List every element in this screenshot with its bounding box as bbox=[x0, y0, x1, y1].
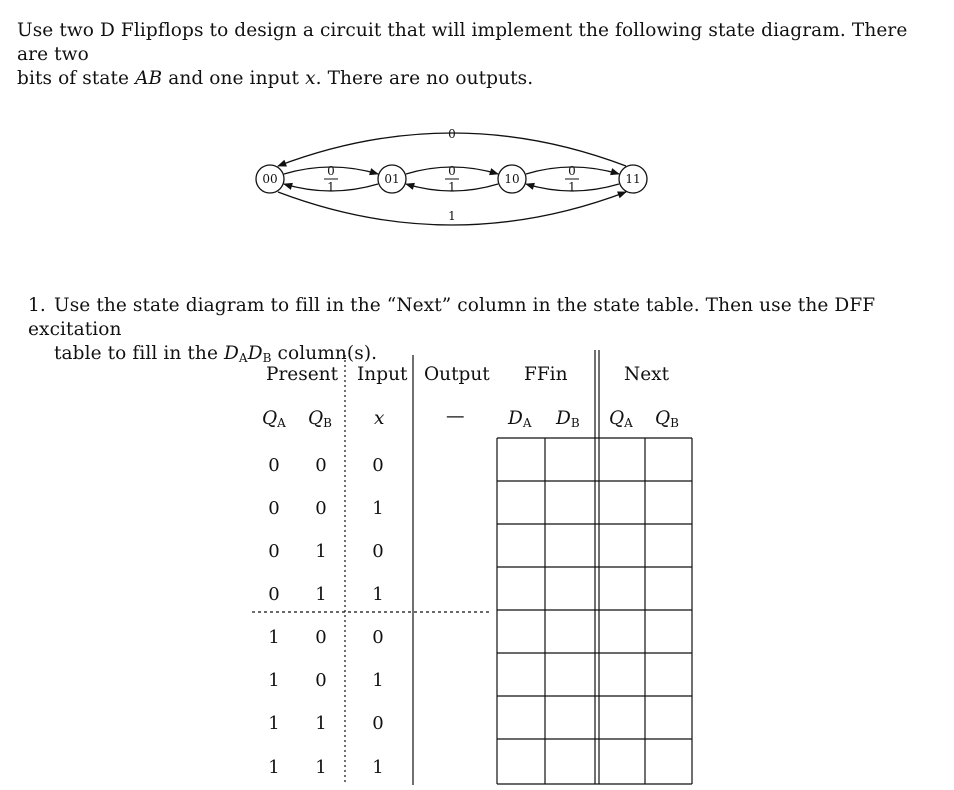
subheader-db: $D_B$ bbox=[556, 408, 580, 430]
header-output: Output bbox=[424, 364, 490, 385]
row-4-qb: 1 bbox=[315, 584, 327, 605]
label-top-arc: 0 bbox=[448, 127, 456, 141]
row-2-qa: 0 bbox=[268, 498, 280, 519]
row-4-qa: 0 bbox=[268, 584, 280, 605]
label-01-10-lower: 1 bbox=[448, 180, 456, 194]
row-3-x: 0 bbox=[372, 541, 384, 562]
row-7-x: 0 bbox=[372, 713, 384, 734]
row-1-qb: 0 bbox=[315, 455, 327, 476]
header-next: Next bbox=[624, 364, 670, 385]
row-4-x: 1 bbox=[372, 584, 384, 605]
question-line-1: 1. Use the state diagram to fill in the “Next” column in the state table. Then use the DFF excitation bbox=[28, 295, 876, 340]
row-7-qa: 1 bbox=[268, 713, 280, 734]
state-10-label: 10 bbox=[504, 172, 520, 186]
label-00-01-lower: 1 bbox=[327, 180, 335, 194]
row-6-x: 1 bbox=[372, 670, 384, 691]
row-6-qb: 0 bbox=[315, 670, 327, 691]
row-6-qa: 1 bbox=[268, 670, 280, 691]
cell-next-qa-row-1[interactable] bbox=[600, 439, 644, 480]
header-input: Input bbox=[357, 364, 408, 385]
label-bottom-arc: 1 bbox=[448, 209, 456, 223]
cell-next-qb-row-1[interactable] bbox=[646, 439, 691, 480]
state-11-label: 11 bbox=[625, 172, 641, 186]
row-3-qb: 1 bbox=[315, 541, 327, 562]
row-5-x: 0 bbox=[372, 627, 384, 648]
question-line-2: table to fill in the $D_AD_B$ column(s). bbox=[54, 343, 378, 365]
row-7-qb: 1 bbox=[315, 713, 327, 734]
intro-line-1: Use two D Flipflops to design a circuit that will implement the following state diagram. There are two bbox=[17, 20, 908, 65]
row-5-qb: 0 bbox=[315, 627, 327, 648]
row-8-qa: 1 bbox=[268, 757, 280, 778]
row-8-x: 1 bbox=[372, 757, 384, 778]
cell-db-row-1[interactable] bbox=[546, 439, 594, 480]
subheader-next-qa: $Q_A$ bbox=[609, 408, 633, 430]
cell-da-row-1[interactable] bbox=[498, 439, 544, 480]
state-01-label: 01 bbox=[384, 172, 400, 186]
label-01-10-upper: 0 bbox=[448, 164, 456, 178]
label-10-11-upper: 0 bbox=[568, 164, 576, 178]
row-1-x: 0 bbox=[372, 455, 384, 476]
label-00-01-upper: 0 bbox=[327, 164, 335, 178]
header-present: Present bbox=[266, 364, 339, 385]
state-00-label: 00 bbox=[262, 172, 278, 186]
row-2-qb: 0 bbox=[315, 498, 327, 519]
row-5-qa: 1 bbox=[268, 627, 280, 648]
intro-line-2: bits of state AB and one input x. There are no outputs. bbox=[17, 68, 534, 89]
subheader-output-dash: — bbox=[446, 406, 465, 427]
subheader-x: x bbox=[374, 408, 385, 429]
row-2-x: 1 bbox=[372, 498, 384, 519]
row-8-qb: 1 bbox=[315, 757, 327, 778]
subheader-da: $D_A$ bbox=[508, 408, 532, 430]
row-3-qa: 0 bbox=[268, 541, 280, 562]
row-1-qa: 0 bbox=[268, 455, 280, 476]
subheader-next-qb: $Q_B$ bbox=[655, 408, 679, 430]
subheader-qa: $Q_A$ bbox=[262, 408, 286, 430]
header-ffin: FFin bbox=[524, 364, 568, 385]
label-10-11-lower: 1 bbox=[568, 180, 576, 194]
subheader-qb: $Q_B$ bbox=[308, 408, 332, 430]
